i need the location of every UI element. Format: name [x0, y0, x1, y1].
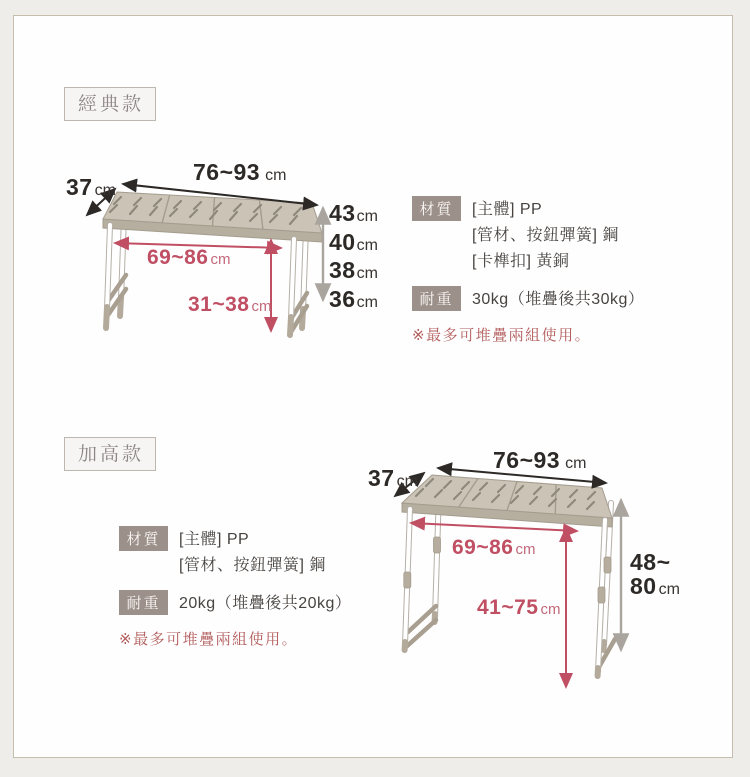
- classic-inner-width-dimension: 69~86 cm: [147, 246, 231, 269]
- tall-stack-note: ※最多可堆疊兩組使用。: [119, 631, 299, 648]
- material-badge: 材質: [119, 526, 168, 551]
- load-line: 30kg（堆疊後共30kg）: [472, 291, 645, 308]
- classic-width-dimension: 76~93 cm: [193, 159, 287, 185]
- tall-inner-width-dimension: 69~86 cm: [452, 536, 536, 559]
- tall-width-dimension: 76~93 cm: [493, 447, 587, 473]
- total-height-line2: 80 cm: [630, 573, 680, 599]
- classic-leg-height-dimension: 31~38 cm: [188, 293, 272, 316]
- classic-depth-dimension: 37 cm: [66, 174, 116, 200]
- classic-front-legs: [106, 225, 294, 335]
- tall-total-height-dimension: [630, 549, 680, 600]
- material-line: [主體] PP: [179, 531, 250, 548]
- classic-load-row: [412, 286, 644, 313]
- height-option: 38cm: [329, 257, 378, 283]
- tall-spec-block: [119, 526, 351, 649]
- load-badge: 耐重: [119, 590, 168, 615]
- classic-stack-note: ※最多可堆疊兩組使用。: [412, 327, 592, 344]
- tall-leg-height-dimension: 41~75 cm: [477, 596, 561, 619]
- classic-material-row: [412, 196, 644, 275]
- classic-model-label: 經典款: [64, 87, 156, 121]
- tall-material-row: [119, 526, 351, 579]
- material-line: [管材、按鈕彈簧] 鋼: [179, 557, 326, 574]
- height-option: 40cm: [329, 228, 378, 255]
- material-line: [卡榫扣] 黃銅: [472, 253, 570, 270]
- load-lines: [472, 286, 644, 313]
- tall-shelf-top: [402, 475, 612, 527]
- tall-depth-dimension: 37 cm: [368, 465, 418, 491]
- classic-shelf-top: [103, 192, 322, 242]
- height-option: 43cm: [329, 200, 378, 226]
- material-badge: 材質: [412, 196, 461, 221]
- load-line: 20kg（堆疊後共20kg）: [179, 595, 352, 612]
- material-line: [管材、按鈕彈簧] 鋼: [472, 227, 619, 244]
- load-badge: 耐重: [412, 286, 461, 311]
- load-lines: [179, 590, 351, 617]
- height-option: 36cm: [329, 285, 378, 312]
- material-lines: [179, 526, 326, 579]
- tall-load-row: [119, 590, 351, 617]
- classic-height-options: [329, 201, 378, 315]
- material-line: [主體] PP: [472, 201, 543, 218]
- material-lines: [472, 196, 619, 275]
- classic-spec-block: [412, 196, 644, 345]
- total-height-line1: 48~: [630, 549, 671, 575]
- tall-model-label: 加高款: [64, 437, 156, 471]
